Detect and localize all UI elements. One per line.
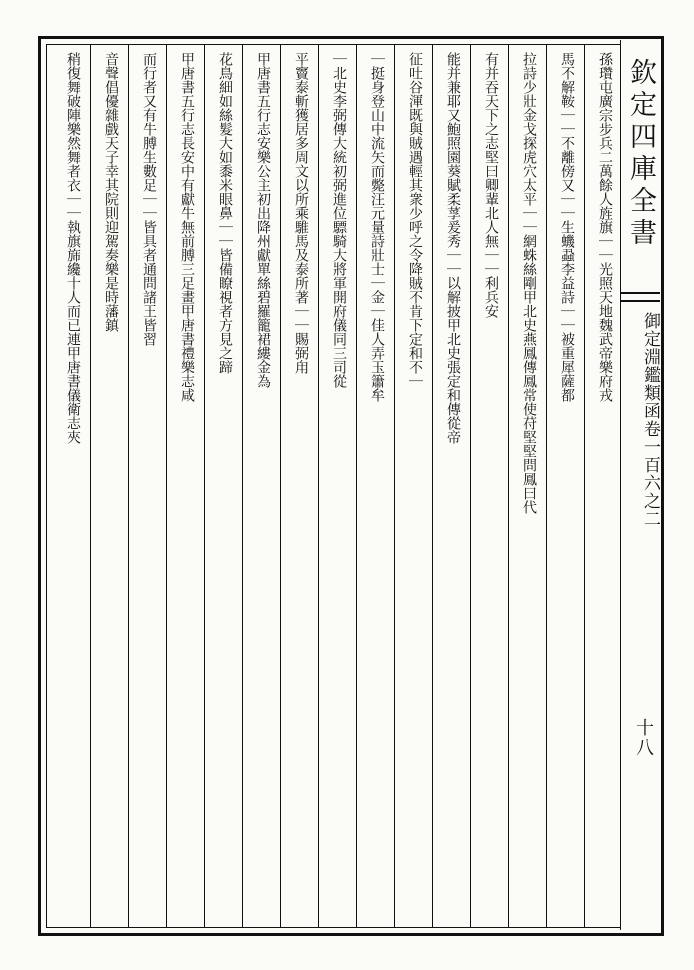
column-rule: [584, 44, 585, 928]
text-column-1: 孫瓚屯廣宗步兵二萬餘人旌旗｜｜光照天地魏武帝樂府戎: [597, 52, 613, 402]
text-column-2: 馬不解鞍｜｜不離傍又｜｜生蟣蝨李益詩｜｜被重犀薩都: [559, 52, 575, 402]
text-column-13: 而行者又有牛膊生數足｜｜皆具者通問諸王皆習: [141, 52, 157, 346]
text-column-15: 稍復舞破陣樂然舞者衣｜｜執旗旆纔十人而已連甲唐書儀衛志夾: [65, 52, 81, 444]
page-number: 十八: [633, 718, 654, 758]
column-rule: [508, 44, 509, 928]
text-column-7: ｜挺身登山中流矢而斃汪元量詩壯士｜金｜佳人弄玉簫牟: [369, 52, 385, 402]
text-column-10: 甲唐書五行志安樂公主初出降州獻單絲碧羅籠裙縷金為: [255, 52, 271, 388]
volume-subtitle: 御定淵鑑類函卷一百六之二: [640, 312, 660, 528]
book-title: 欽定四庫全書: [625, 58, 656, 250]
text-column-5: 能并兼耶又鮑照園葵賦柔莩爰秀｜｜以解披甲北史張定和傳從帝: [445, 52, 461, 444]
text-column-11: 花鳥細如絲髮大如黍米眼鼻｜｜皆備瞭視者方見之蹄: [217, 52, 233, 374]
text-column-3: 拉詩少壯金戈探虎穴太平｜｜網蛛絲剛甲北史燕鳳傳鳳常使苻堅堅問鳳曰代: [521, 52, 537, 514]
column-rule: [356, 44, 357, 928]
text-column-14: 音聲倡優雜戲天子幸其院則迎駕奏樂是時藩鎮: [103, 52, 119, 332]
column-rule: [242, 44, 243, 928]
column-rule: [128, 44, 129, 928]
column-rule: [166, 44, 167, 928]
text-column-6: 征吐谷渾既與賊遇輕其衆少呼之令降賊不肯下定和不｜: [407, 52, 423, 388]
text-column-8: ｜北史李弼傳大統初弼進位驃騎大將軍開府儀同三司從: [331, 52, 347, 388]
column-rule: [432, 44, 433, 928]
column-rule: [546, 44, 547, 928]
column-rule: [90, 44, 91, 928]
column-rule: [470, 44, 471, 928]
fish-tail-separator: [620, 292, 660, 302]
column-rule: [280, 44, 281, 928]
text-column-4: 有并吞天下之志堅曰卿輩北人無｜｜利兵安: [483, 52, 499, 318]
column-rule: [394, 44, 395, 928]
column-rule: [318, 44, 319, 928]
text-column-12: 甲唐書五行志長安中有獻牛無前膊三足畫甲唐書禮樂志咸: [179, 52, 195, 402]
column-rule: [204, 44, 205, 928]
text-column-9: 平竇泰斬獲居多周文以所乘騅馬及泰所著｜｜賜弼甪: [293, 52, 309, 374]
